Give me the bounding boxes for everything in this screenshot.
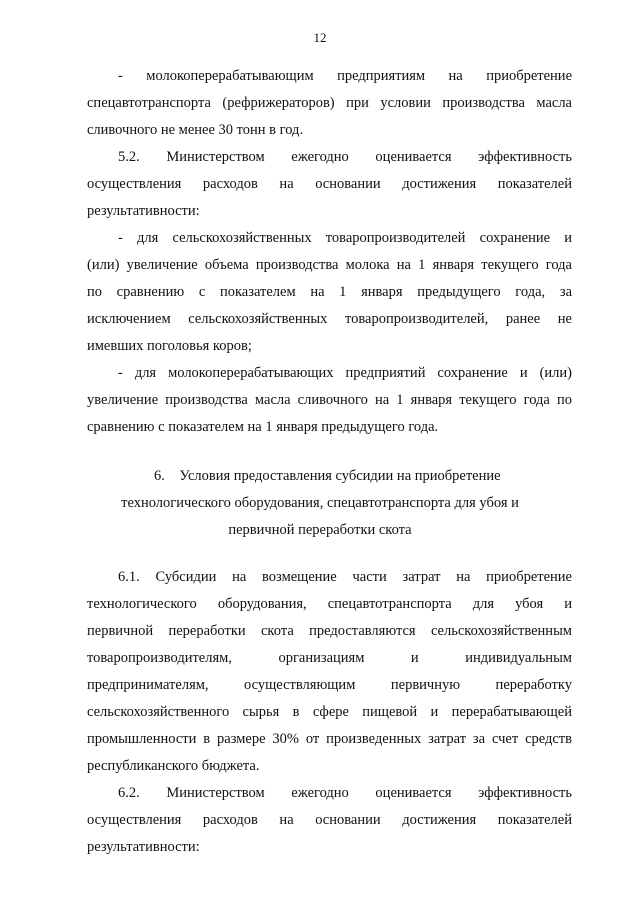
clause-6-2-line-1: 6.2. Министерством ежегодно оценивается эффективность [118, 785, 572, 801]
section-6-heading-line-1 [0, 466, 640, 486]
dairy-transport-line-1: - молокоперерабатывающим предприятиям на приобретение [118, 68, 572, 84]
processors-line-2: увеличение производства масла сливочного на 1 января текущего года по [87, 392, 572, 408]
processors-line-3: сравнению с показателем на 1 января предыдущего года. [87, 419, 439, 435]
clause-5-2-line-3: результативности: [87, 203, 200, 219]
producers-line-1: - для сельскохозяйственных товаропроизводителей сохранение и [118, 230, 572, 246]
producers-line-5: имевших поголовья коров; [87, 338, 252, 354]
producers-line-2: (или) увеличение объема производства молока на 1 января текущего года [87, 257, 572, 273]
clause-6-1-line-6: сельскохозяйственного сырья в сфере пищевой и перерабатывающей [87, 704, 572, 720]
dairy-transport-line-3: сливочного не менее 30 тонн в год. [87, 122, 304, 138]
clause-6-1-line-4: товаропроизводителям, организациям и индивидуальным [87, 650, 572, 666]
clause-6-1-line-2: технологического оборудования, спецавтотранспорта для убоя и [87, 596, 572, 612]
producers-line-3: по сравнению с показателем на 1 января предыдущего года, за [87, 284, 572, 300]
clause-6-1-line-1: 6.1. Субсидии на возмещение части затрат на приобретение [118, 569, 572, 585]
clause-6-2-line-2: осуществления расходов на основании достижения показателей [87, 812, 572, 828]
processors-line-1: - для молокоперерабатывающих предприятий сохранение и (или) [118, 365, 572, 381]
clause-5-2-line-2: осуществления расходов на основании достижения показателей [87, 176, 572, 192]
section-6-title-part-3: первичной переработки скота [228, 522, 412, 538]
section-6-title-part-2: технологического оборудования, спецавтотранспорта для убоя и [121, 495, 519, 511]
clause-6-1-line-3: первичной переработки скота предоставляются сельскохозяйственным [87, 623, 572, 639]
clause-6-1-line-8: республиканского бюджета. [87, 758, 260, 774]
dairy-transport-line-2: спецавтотранспорта (рефрижераторов) при условии производства масла [87, 95, 572, 111]
clause-6-2-line-3: результативности: [87, 839, 200, 855]
page-number: 12 [313, 30, 327, 45]
section-6-title-part-1: Условия предоставления субсидии на приобретение [179, 468, 501, 484]
clause-6-1-line-7: промышленности в размере 30% от произведенных затрат за счет средств [87, 731, 572, 747]
section-6-number: 6. [153, 468, 165, 484]
producers-line-4: исключением сельскохозяйственных товаропроизводителей, ранее не [87, 311, 572, 327]
clause-6-1-line-5: предпринимателям, осуществляющим первичную переработку [87, 677, 572, 693]
clause-5-2-line-1: 5.2. Министерством ежегодно оценивается эффективность [118, 149, 572, 165]
